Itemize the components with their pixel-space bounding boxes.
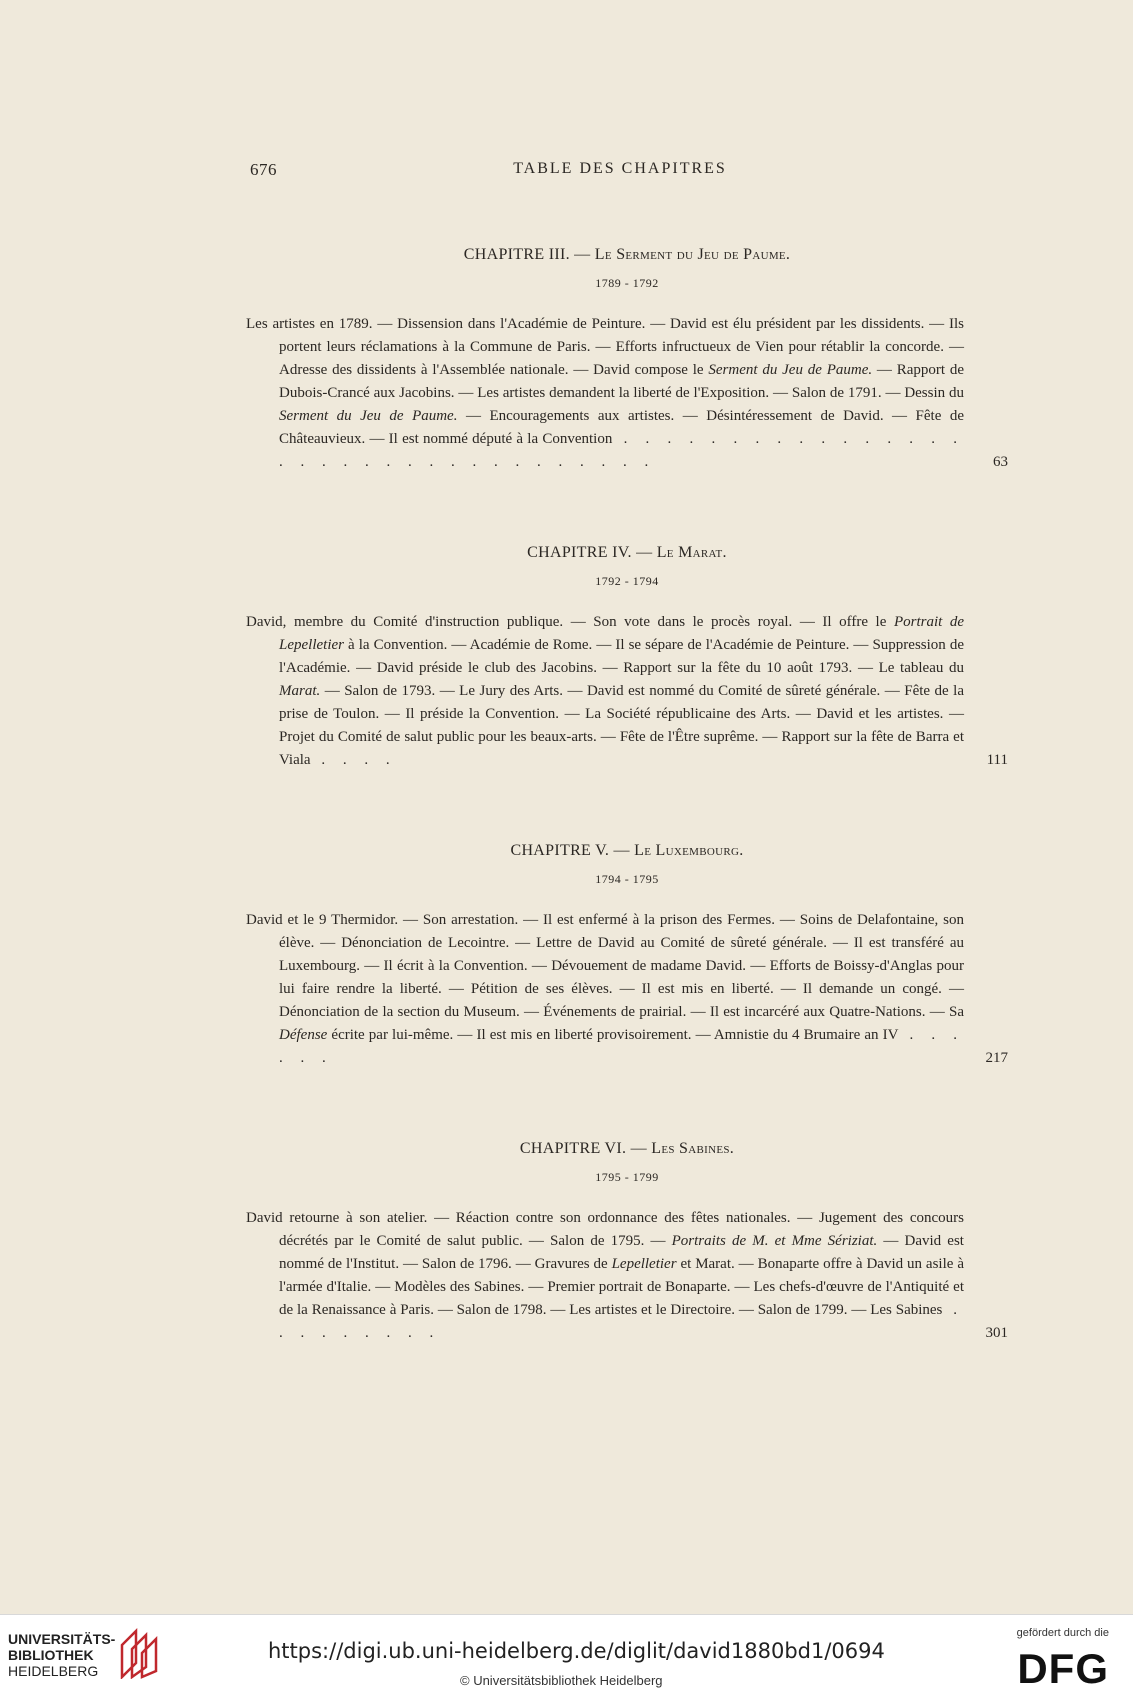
page-ref: 217	[985, 1050, 1008, 1066]
page-number: 676	[250, 160, 277, 179]
chapter-summary: David retourne à son atelier. — Réaction contre son ordonnance des fêtes nationales. — Jugement des concours décrétés par le Comité de salut public. — Salon de 1795. — Portraits de M. et Mme Sériziat. — David est nommé de l'Institut. — Salon de 1796. — Gravures de Lepelletier et Marat. — Bonaparte offre à David un asile à l'armée d'Italie. — Modèles des Sabines. — Premier portrait de Bonaparte. — Les chefs-d'œuvre de l'Antiquité et de la Renaissance à Paris. — Salon de 1798. — Les artistes et le Directoire. — Salon de 1799. — Les Sabines . . . . . . . . . 301	[246, 1207, 1008, 1345]
permalink-url[interactable]: https://digi.ub.uni-heidelberg.de/diglit/david1880bd1/0694	[268, 1639, 885, 1663]
chapter-4	[246, 544, 1008, 772]
chapter-dates: 1795 - 1799	[595, 1170, 659, 1184]
running-head: TABLE DES CHAPITRES	[513, 160, 727, 177]
page-ref: 111	[986, 752, 1008, 768]
library-logo[interactable]: UNIVERSITÄTS- BIBLIOTHEK HEIDELBERG	[8, 1631, 116, 1679]
chapter-title: CHAPITRE III. — Le Serment du Jeu de Paume.	[463, 246, 791, 263]
copyright-notice: © Universitätsbibliothek Heidelberg	[460, 1673, 663, 1688]
chapter-5	[246, 842, 1008, 1070]
chapter-summary: David, membre du Comité d'instruction publique. — Son vote dans le procès royal. — Il offre le Portrait de Lepelletier à la Convention. — Académie de Rome. — Il se sépare de l'Académie de Peinture. — Suppression de l'Académie. — David préside le club des Jacobins. — Rapport sur la fête du 10 août 1793. — Le tableau du Marat. — Salon de 1793. — Le Jury des Arts. — David est nommé du Comité de sûreté générale. — Fête de la prise de Toulon. — Il préside la Convention. — La Société républicaine des Arts. — David et les artistes. — Projet du Comité de salut public pour les beaux-arts. — Fête de l'Être suprême. — Rapport sur la fête de Barra et Viala . . . . 111	[246, 611, 1008, 772]
funded-by-label: gefördert durch die	[1016, 1627, 1109, 1639]
page-ref: 63	[993, 454, 1008, 470]
library-mark-icon	[118, 1627, 158, 1679]
chapter-dates: 1794 - 1795	[595, 872, 659, 886]
chapter-dates: 1789 - 1792	[595, 276, 659, 290]
page-header	[250, 160, 930, 184]
chapter-title: CHAPITRE V. — Le Luxembourg.	[510, 842, 744, 859]
page-ref: 301	[985, 1325, 1008, 1341]
chapter-6	[246, 1140, 1008, 1345]
chapter-title: CHAPITRE IV. — Le Marat.	[527, 544, 727, 561]
chapter-summary: Les artistes en 1789. — Dissension dans l'Académie de Peinture. — David est élu président par les dissidents. — Ils portent leurs réclamations à la Commune de Paris. — Efforts infructueux de Vien pour rétablir la concorde. — Adresse des dissidents à l'Assemblée nationale. — David compose le Serment du Jeu de Paume. — Rapport de Dubois-Crancé aux Jacobins. — Les artistes demandent la liberté de l'Exposition. — Salon de 1791. — Dessin du Serment du Jeu de Paume. — Encouragements aux artistes. — Désintéressement de David. — Fête de Châteauvieux. — Il est nommé député à la Convention . . . . . . . . . . . . . . . . . . . . . . . . . . . . . . . . . . 63	[246, 313, 1008, 474]
chapter-summary: David et le 9 Thermidor. — Son arrestation. — Il est enfermé à la prison des Fermes. — Soins de Delafontaine, son élève. — Dénonciation de Lecointre. — Lettre de David au Comité de sûreté générale. — Il est transféré au Luxembourg. — Il écrit à la Convention. — Dévouement de madame David. — Efforts de Boissy-d'Anglas pour lui faire rendre la liberté. — Pétition de ses élèves. — Il est mis en liberté. — Il demande un congé. — Dénonciation de la section du Museum. — Événements de prairial. — Il est incarcéré aux Quatre-Nations. — Sa Défense écrite par lui-même. — Il est mis en liberté provisoirement. — Amnistie du 4 Brumaire an IV . . . . . . 217	[246, 909, 1008, 1070]
chapter-dates: 1792 - 1794	[595, 574, 659, 588]
chapter-3	[246, 246, 1008, 474]
dfg-logo[interactable]: DFG	[1017, 1645, 1109, 1692]
chapter-title: CHAPITRE VI. — Les Sabines.	[519, 1140, 735, 1157]
viewer-footer	[0, 1614, 1133, 1702]
